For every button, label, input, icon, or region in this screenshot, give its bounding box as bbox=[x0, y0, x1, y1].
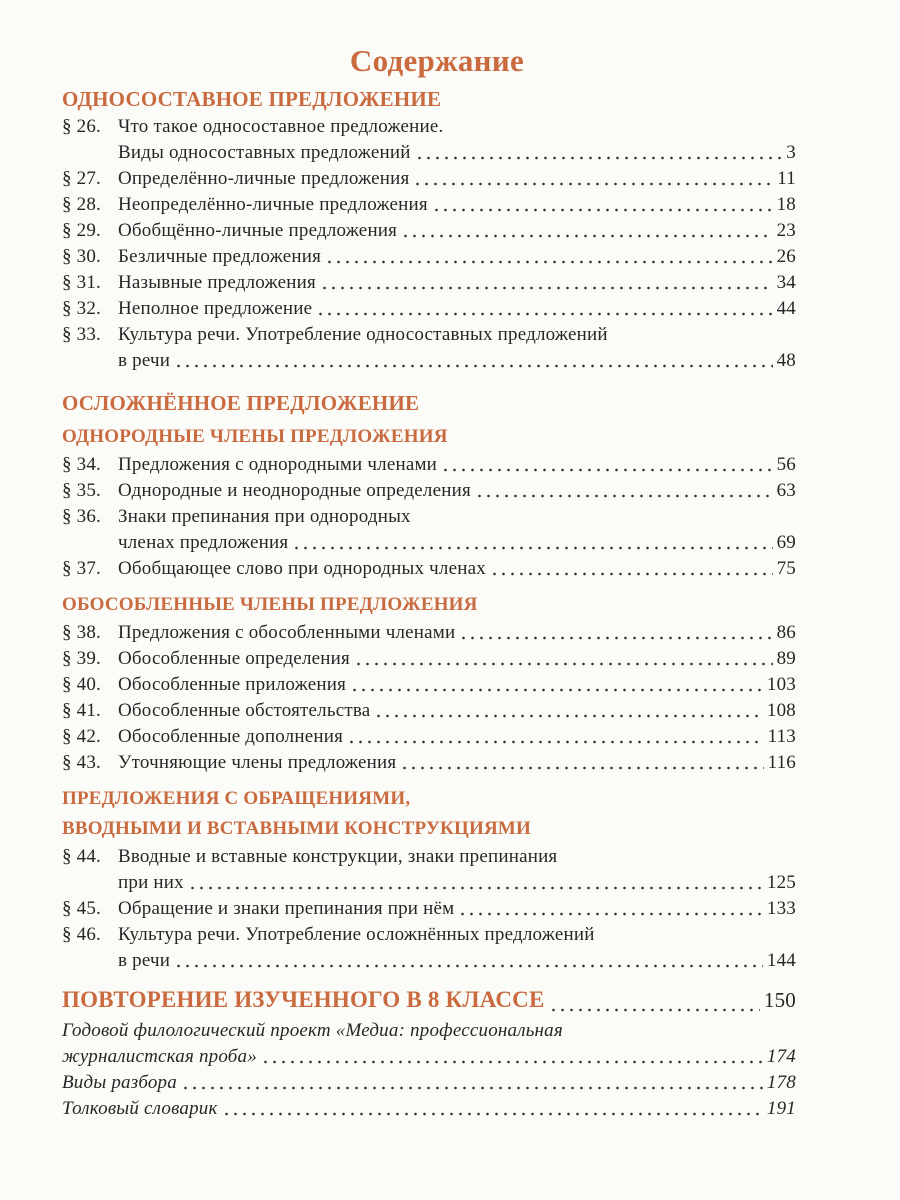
entry-title: Обособленные определения bbox=[118, 648, 350, 669]
paragraph-number: § 27. bbox=[62, 168, 101, 189]
page-number: 133 bbox=[766, 898, 796, 919]
page-number: 89 bbox=[776, 648, 796, 669]
toc-entry[interactable] bbox=[62, 270, 796, 296]
paragraph-number: § 28. bbox=[62, 194, 101, 215]
page-number: 63 bbox=[776, 480, 796, 501]
toc-entry-line bbox=[62, 296, 796, 322]
entry-title: Знаки препинания при однородных bbox=[118, 506, 411, 527]
entry-title: Обобщённо-личные предложения bbox=[118, 220, 398, 241]
paragraph-number: § 33. bbox=[62, 324, 101, 345]
page-number: 11 bbox=[777, 168, 796, 189]
toc-entry-line bbox=[62, 948, 796, 974]
toc-entry-line bbox=[62, 870, 796, 896]
dot-leader bbox=[354, 652, 773, 666]
toc-entry-line bbox=[62, 896, 796, 922]
section-heading[interactable] bbox=[62, 388, 796, 418]
toc-entry-line bbox=[62, 348, 796, 374]
entry-title: Вводные и вставные конструкции, знаки препинания bbox=[118, 846, 558, 867]
toc-entry-line bbox=[62, 922, 796, 948]
page-number: 3 bbox=[786, 142, 796, 163]
entry-title: Что такое односоставное предложение. bbox=[118, 116, 444, 137]
entry-title: Культура речи. Употребление осложнённых предложений bbox=[118, 924, 595, 945]
entry-title: Уточняющие члены предложения bbox=[118, 752, 397, 773]
paragraph-number: § 30. bbox=[62, 246, 101, 267]
toc-entry[interactable] bbox=[62, 698, 796, 724]
toc-entry-line bbox=[62, 672, 796, 698]
toc-entry-line bbox=[62, 750, 796, 776]
toc-entry-line bbox=[62, 478, 796, 504]
entry-title: членах предложения bbox=[118, 532, 289, 553]
toc-entry[interactable] bbox=[62, 672, 796, 698]
page-number: 69 bbox=[776, 532, 796, 553]
dot-leader bbox=[432, 198, 773, 212]
toc-entry-line bbox=[62, 114, 796, 140]
dot-leader bbox=[374, 704, 762, 718]
dot-leader bbox=[400, 756, 763, 770]
paragraph-number: § 46. bbox=[62, 924, 101, 945]
toc-entry[interactable] bbox=[62, 750, 796, 776]
entry-title: Толковый словарик bbox=[62, 1098, 218, 1119]
toc-entry-line bbox=[62, 530, 796, 556]
paragraph-number: § 41. bbox=[62, 700, 101, 721]
paragraph-number: § 26. bbox=[62, 116, 101, 137]
toc-entry[interactable] bbox=[62, 452, 796, 478]
toc-entry-line bbox=[62, 620, 796, 646]
page-number: 150 bbox=[763, 988, 796, 1012]
entry-title: Виды разбора bbox=[62, 1072, 177, 1093]
toc-entry-line bbox=[62, 218, 796, 244]
toc-entry-line bbox=[62, 556, 796, 582]
toc-entry[interactable] bbox=[62, 922, 796, 974]
paragraph-number: § 45. bbox=[62, 898, 101, 919]
page-number: 23 bbox=[776, 220, 796, 241]
entry-title: Однородные и неоднородные определения bbox=[118, 480, 471, 501]
toc-entry[interactable] bbox=[62, 114, 796, 166]
page-number: 174 bbox=[766, 1046, 796, 1067]
toc-entry-line bbox=[62, 1096, 796, 1122]
page-number: 113 bbox=[767, 726, 796, 747]
toc-entry[interactable] bbox=[62, 844, 796, 896]
toc-entry[interactable] bbox=[62, 322, 796, 374]
paragraph-number: § 35. bbox=[62, 480, 101, 501]
section-heading-line2: ВВОДНЫМИ И ВСТАВНЫМИ КОНСТРУКЦИЯМИ bbox=[62, 818, 531, 839]
page-number: 125 bbox=[766, 872, 796, 893]
dot-leader bbox=[222, 1102, 763, 1116]
toc-entry-line bbox=[62, 322, 796, 348]
section-heading-text: ОБОСОБЛЕННЫЕ ЧЛЕНЫ ПРЕДЛОЖЕНИЯ bbox=[62, 594, 478, 615]
entry-title: Годовой филологический проект «Медиа: профессиональная bbox=[62, 1020, 563, 1041]
paragraph-number: § 42. bbox=[62, 726, 101, 747]
entry-title: журналистская проба» bbox=[62, 1046, 257, 1067]
dot-leader bbox=[316, 302, 772, 316]
toc-entry[interactable] bbox=[62, 620, 796, 646]
page-number: 178 bbox=[766, 1072, 796, 1093]
section-heading[interactable] bbox=[62, 982, 796, 1018]
entry-title: Безличные предложения bbox=[118, 246, 322, 267]
toc-entry-line bbox=[62, 1018, 796, 1044]
paragraph-number: § 32. bbox=[62, 298, 101, 319]
dot-leader bbox=[325, 250, 773, 264]
page-number: 26 bbox=[776, 246, 796, 267]
toc-entry[interactable] bbox=[62, 244, 796, 270]
paragraph-number: § 31. bbox=[62, 272, 101, 293]
paragraph-number: § 37. bbox=[62, 558, 101, 579]
dot-leader bbox=[475, 484, 773, 498]
section-heading-text: ПРЕДЛОЖЕНИЯ С ОБРАЩЕНИЯМИ, bbox=[62, 788, 411, 809]
paragraph-number: § 44. bbox=[62, 846, 101, 867]
dot-leader bbox=[174, 954, 763, 968]
toc-list bbox=[62, 84, 796, 1122]
entry-title: Неполное предложение bbox=[118, 298, 313, 319]
toc-entry[interactable] bbox=[62, 556, 796, 582]
page-number: 108 bbox=[766, 700, 796, 721]
paragraph-number: § 36. bbox=[62, 506, 101, 527]
page-number: 44 bbox=[776, 298, 796, 319]
page-number: 18 bbox=[776, 194, 796, 215]
dot-leader bbox=[458, 902, 763, 916]
section-heading[interactable] bbox=[62, 784, 796, 814]
page-number: 75 bbox=[776, 558, 796, 579]
page-number: 48 bbox=[776, 350, 796, 371]
toc-entry-line bbox=[62, 140, 796, 166]
section-heading[interactable] bbox=[62, 590, 796, 620]
entry-title: при них bbox=[118, 872, 184, 893]
toc-entry[interactable] bbox=[62, 896, 796, 922]
section-heading-text: ОДНОСОСТАВНОЕ ПРЕДЛОЖЕНИЕ bbox=[62, 87, 442, 111]
entry-title: Определённо-личные предложения bbox=[118, 168, 410, 189]
toc-entry-line bbox=[62, 270, 796, 296]
entry-title: Обособленные обстоятельства bbox=[118, 700, 371, 721]
page-number: 144 bbox=[766, 950, 796, 971]
section-heading-text: ОДНОРОДНЫЕ ЧЛЕНЫ ПРЕДЛОЖЕНИЯ bbox=[62, 426, 448, 447]
section-heading-text: ПОВТОРЕНИЕ ИЗУЧЕННОГО В 8 КЛАССЕ bbox=[62, 987, 545, 1012]
toc-entry-line bbox=[62, 1070, 796, 1096]
toc-entry[interactable] bbox=[62, 504, 796, 556]
paragraph-number: § 39. bbox=[62, 648, 101, 669]
toc-entry[interactable] bbox=[62, 166, 796, 192]
dot-leader bbox=[320, 276, 773, 290]
toc-entry-line bbox=[62, 1044, 796, 1070]
entry-title: в речи bbox=[118, 350, 171, 371]
dot-leader bbox=[188, 876, 763, 890]
toc-entry-line bbox=[62, 698, 796, 724]
entry-title: в речи bbox=[118, 950, 171, 971]
dot-leader bbox=[181, 1076, 763, 1090]
toc-entry[interactable] bbox=[62, 1096, 796, 1122]
entry-title: Обращение и знаки препинания при нём bbox=[118, 898, 455, 919]
entry-title: Культура речи. Употребление односоставных предложений bbox=[118, 324, 608, 345]
dot-leader bbox=[459, 626, 772, 640]
section-heading-text: ОСЛОЖНЁННОЕ ПРЕДЛОЖЕНИЕ bbox=[62, 391, 420, 415]
toc-entry-line bbox=[62, 844, 796, 870]
toc-entry-line bbox=[62, 724, 796, 750]
entry-title: Неопределённо-личные предложения bbox=[118, 194, 428, 215]
page-number: 34 bbox=[776, 272, 796, 293]
toc-entry-line bbox=[62, 646, 796, 672]
toc-entry-line bbox=[62, 504, 796, 530]
dot-leader bbox=[347, 730, 764, 744]
paragraph-number: § 38. bbox=[62, 622, 101, 643]
toc-entry-line bbox=[62, 166, 796, 192]
toc-entry-line bbox=[62, 192, 796, 218]
dot-leader bbox=[415, 146, 783, 160]
toc-entry[interactable] bbox=[62, 218, 796, 244]
page-number: 191 bbox=[766, 1098, 796, 1119]
toc-entry-line bbox=[62, 244, 796, 270]
entry-title: Виды односоставных предложений bbox=[118, 142, 411, 163]
toc-entry[interactable] bbox=[62, 478, 796, 504]
section-heading[interactable] bbox=[62, 422, 796, 452]
toc-entry[interactable] bbox=[62, 1018, 796, 1070]
entry-title: Предложения с обособленными членами bbox=[118, 622, 456, 643]
dot-leader bbox=[292, 536, 772, 550]
dot-leader bbox=[174, 354, 772, 368]
entry-title: Обобщающее слово при однородных членах bbox=[118, 558, 486, 579]
page-number: 56 bbox=[776, 454, 796, 475]
toc-entry[interactable] bbox=[62, 724, 796, 750]
dot-leader bbox=[350, 678, 763, 692]
page-title: Содержание bbox=[349, 43, 525, 78]
dot-leader bbox=[490, 562, 773, 576]
page-number: 103 bbox=[766, 674, 796, 695]
dot-leader bbox=[441, 458, 773, 472]
section-heading[interactable] bbox=[62, 84, 796, 114]
paragraph-number: § 43. bbox=[62, 752, 101, 773]
paragraph-number: § 34. bbox=[62, 454, 101, 475]
toc-entry[interactable] bbox=[62, 646, 796, 672]
entry-title: Назывные предложения bbox=[118, 272, 316, 293]
dot-leader bbox=[549, 998, 760, 1012]
dot-leader bbox=[413, 172, 773, 186]
entry-title: Предложения с однородными членами bbox=[118, 454, 438, 475]
paragraph-number: § 29. bbox=[62, 220, 101, 241]
toc-entry[interactable] bbox=[62, 1070, 796, 1096]
entry-title: Обособленные приложения bbox=[118, 674, 347, 695]
entry-title: Обособленные дополнения bbox=[118, 726, 344, 747]
paragraph-number: § 40. bbox=[62, 674, 101, 695]
dot-leader bbox=[401, 224, 772, 238]
page-number: 86 bbox=[776, 622, 796, 643]
toc-entry[interactable] bbox=[62, 192, 796, 218]
toc-entry-line bbox=[62, 452, 796, 478]
dot-leader bbox=[261, 1050, 763, 1064]
table-of-contents bbox=[62, 38, 796, 1122]
page-number: 116 bbox=[767, 752, 796, 773]
toc-entry[interactable] bbox=[62, 296, 796, 322]
